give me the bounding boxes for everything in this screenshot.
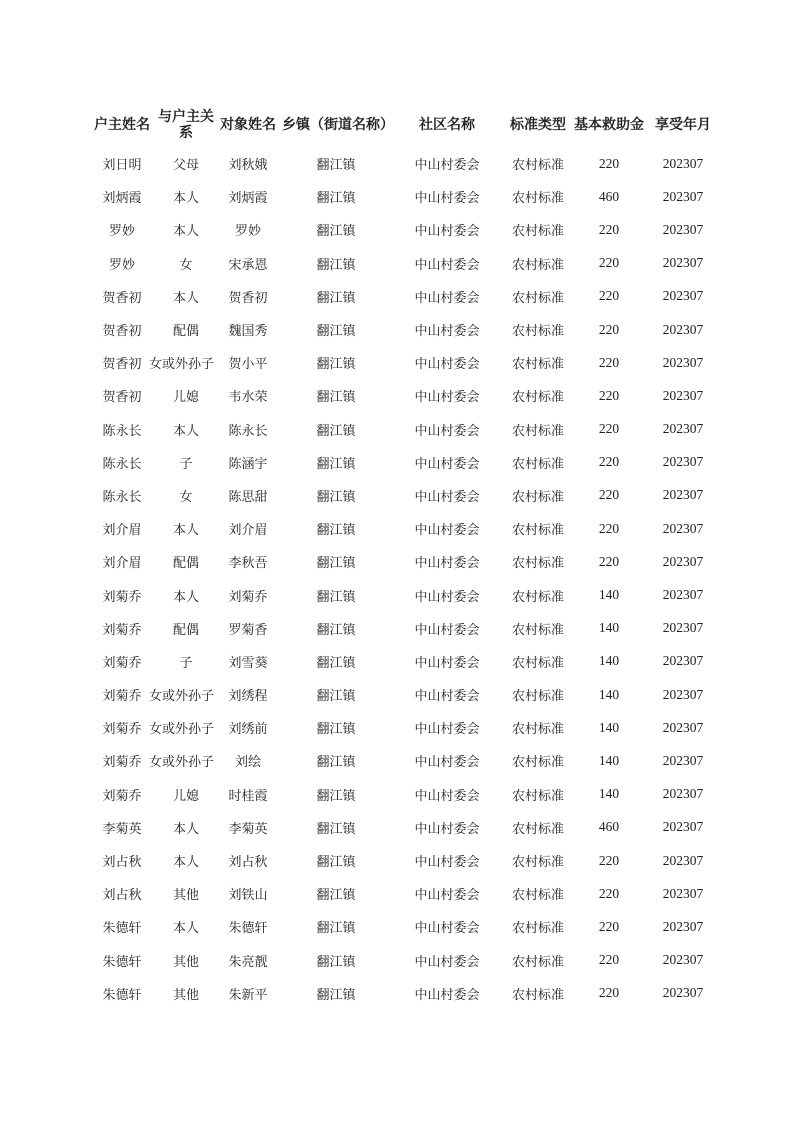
standard-type-cell: 农村标准 xyxy=(511,290,564,306)
table-row xyxy=(86,147,720,180)
assistance-roster xyxy=(86,103,720,1010)
header-householder-name: 户主姓名 xyxy=(94,117,150,133)
community-cell: 中山村委会 xyxy=(414,987,480,1003)
standard-type-cell: 农村标准 xyxy=(511,423,564,439)
table-row xyxy=(86,678,720,711)
recipient-name-cell: 刘铁山 xyxy=(228,888,268,904)
allowance-cell: 220 xyxy=(598,321,620,337)
allowance-cell: 140 xyxy=(598,653,620,669)
period-cell: 202307 xyxy=(662,752,704,768)
recipient-name-cell: 李秋吾 xyxy=(228,556,268,572)
community-cell: 中山村委会 xyxy=(414,191,480,207)
relation-cell: 本人 xyxy=(172,191,199,207)
allowance-cell: 220 xyxy=(598,852,620,868)
allowance-cell: 220 xyxy=(598,985,620,1001)
householder-name-cell: 朱德轩 xyxy=(102,954,142,970)
community-cell: 中山村委会 xyxy=(414,456,480,472)
period-cell: 202307 xyxy=(662,288,704,304)
allowance-cell: 140 xyxy=(598,587,620,603)
township-cell: 翻江镇 xyxy=(316,655,356,671)
allowance-cell: 140 xyxy=(598,686,620,702)
table-row xyxy=(86,778,720,811)
standard-type-cell: 农村标准 xyxy=(511,888,564,904)
allowance-cell: 220 xyxy=(598,454,620,470)
recipient-name-cell: 李菊英 xyxy=(228,821,268,837)
township-cell: 翻江镇 xyxy=(316,224,356,240)
relation-cell: 女或外孙子 xyxy=(148,689,214,705)
relation-cell: 父母 xyxy=(172,158,199,174)
roster-table xyxy=(86,103,720,1010)
relation-cell: 儿媳 xyxy=(172,788,199,804)
table-row xyxy=(86,180,720,213)
header-period: 享受年月 xyxy=(655,117,711,133)
householder-name-cell: 刘炳霞 xyxy=(102,191,142,207)
standard-type-cell: 农村标准 xyxy=(511,921,564,937)
recipient-name-cell: 刘占秋 xyxy=(228,855,268,871)
recipient-name-cell: 魏国秀 xyxy=(228,324,268,340)
table-row xyxy=(86,944,720,977)
standard-type-cell: 农村标准 xyxy=(511,755,564,771)
period-cell: 202307 xyxy=(662,155,704,171)
township-cell: 翻江镇 xyxy=(316,987,356,1003)
allowance-cell: 220 xyxy=(598,553,620,569)
relation-cell: 本人 xyxy=(172,589,199,605)
table-row xyxy=(86,213,720,246)
allowance-cell: 220 xyxy=(598,387,620,403)
standard-type-cell: 农村标准 xyxy=(511,357,564,373)
township-cell: 翻江镇 xyxy=(316,622,356,638)
householder-name-cell: 刘介眉 xyxy=(102,556,142,572)
township-cell: 翻江镇 xyxy=(316,423,356,439)
relation-cell: 其他 xyxy=(172,888,199,904)
table-row xyxy=(86,346,720,379)
householder-name-cell: 朱德轩 xyxy=(102,987,142,1003)
recipient-name-cell: 朱亮靓 xyxy=(228,954,268,970)
township-cell: 翻江镇 xyxy=(316,257,356,273)
householder-name-cell: 罗妙 xyxy=(108,224,135,240)
township-cell: 翻江镇 xyxy=(316,390,356,406)
township-cell: 翻江镇 xyxy=(316,489,356,505)
recipient-name-cell: 刘炳霞 xyxy=(228,191,268,207)
householder-name-cell: 刘介眉 xyxy=(102,523,142,539)
standard-type-cell: 农村标准 xyxy=(511,556,564,572)
relation-cell: 本人 xyxy=(172,423,199,439)
relation-cell: 配偶 xyxy=(172,622,199,638)
roster-body xyxy=(86,147,720,1010)
community-cell: 中山村委会 xyxy=(414,622,480,638)
standard-type-cell: 农村标准 xyxy=(511,622,564,638)
period-cell: 202307 xyxy=(662,653,704,669)
period-cell: 202307 xyxy=(662,686,704,702)
recipient-name-cell: 朱新平 xyxy=(228,987,268,1003)
allowance-cell: 220 xyxy=(598,885,620,901)
period-cell: 202307 xyxy=(662,255,704,271)
standard-type-cell: 农村标准 xyxy=(511,954,564,970)
standard-type-cell: 农村标准 xyxy=(511,987,564,1003)
community-cell: 中山村委会 xyxy=(414,158,480,174)
relation-cell: 女或外孙子 xyxy=(148,755,214,771)
recipient-name-cell: 韦水荣 xyxy=(228,390,268,406)
period-cell: 202307 xyxy=(662,985,704,1001)
period-cell: 202307 xyxy=(662,221,704,237)
relation-cell: 本人 xyxy=(172,821,199,837)
table-row xyxy=(86,379,720,412)
allowance-cell: 220 xyxy=(598,918,620,934)
header-basic-allowance: 基本救助金 xyxy=(574,117,644,133)
standard-type-cell: 农村标准 xyxy=(511,655,564,671)
township-cell: 翻江镇 xyxy=(316,556,356,572)
community-cell: 中山村委会 xyxy=(414,855,480,871)
township-cell: 翻江镇 xyxy=(316,954,356,970)
householder-name-cell: 刘菊乔 xyxy=(102,755,142,771)
community-cell: 中山村委会 xyxy=(414,589,480,605)
table-row xyxy=(86,645,720,678)
community-cell: 中山村委会 xyxy=(414,357,480,373)
period-cell: 202307 xyxy=(662,454,704,470)
allowance-cell: 220 xyxy=(598,354,620,370)
standard-type-cell: 农村标准 xyxy=(511,191,564,207)
allowance-cell: 220 xyxy=(598,288,620,304)
standard-type-cell: 农村标准 xyxy=(511,689,564,705)
period-cell: 202307 xyxy=(662,620,704,636)
householder-name-cell: 陈永长 xyxy=(102,489,142,505)
table-row xyxy=(86,446,720,479)
table-row xyxy=(86,811,720,844)
recipient-name-cell: 刘绣程 xyxy=(228,689,268,705)
township-cell: 翻江镇 xyxy=(316,755,356,771)
recipient-name-cell: 宋承恩 xyxy=(228,257,268,273)
recipient-name-cell: 罗菊香 xyxy=(228,622,268,638)
standard-type-cell: 农村标准 xyxy=(511,224,564,240)
township-cell: 翻江镇 xyxy=(316,921,356,937)
recipient-name-cell: 刘雪葵 xyxy=(228,655,268,671)
township-cell: 翻江镇 xyxy=(316,855,356,871)
standard-type-cell: 农村标准 xyxy=(511,324,564,340)
relation-cell: 女或外孙子 xyxy=(148,357,214,373)
period-cell: 202307 xyxy=(662,487,704,503)
table-row xyxy=(86,877,720,910)
township-cell: 翻江镇 xyxy=(316,324,356,340)
recipient-name-cell: 朱德轩 xyxy=(228,921,268,937)
relation-cell: 其他 xyxy=(172,954,199,970)
table-row xyxy=(86,612,720,645)
recipient-name-cell: 陈涵宇 xyxy=(228,456,268,472)
period-cell: 202307 xyxy=(662,819,704,835)
householder-name-cell: 刘菊乔 xyxy=(102,655,142,671)
recipient-name-cell: 时桂霞 xyxy=(228,788,268,804)
recipient-name-cell: 刘菊乔 xyxy=(228,589,268,605)
table-row xyxy=(86,578,720,611)
householder-name-cell: 李菊英 xyxy=(102,821,142,837)
householder-name-cell: 刘占秋 xyxy=(102,888,142,904)
relation-cell: 本人 xyxy=(172,290,199,306)
recipient-name-cell: 刘介眉 xyxy=(228,523,268,539)
table-row xyxy=(86,313,720,346)
table-row xyxy=(86,479,720,512)
recipient-name-cell: 罗妙 xyxy=(234,224,261,240)
period-cell: 202307 xyxy=(662,520,704,536)
householder-name-cell: 刘日明 xyxy=(102,158,142,174)
allowance-cell: 140 xyxy=(598,786,620,802)
recipient-name-cell: 刘绣前 xyxy=(228,722,268,738)
allowance-cell: 140 xyxy=(598,719,620,735)
community-cell: 中山村委会 xyxy=(414,954,480,970)
community-cell: 中山村委会 xyxy=(414,257,480,273)
period-cell: 202307 xyxy=(662,188,704,204)
recipient-name-cell: 贺香初 xyxy=(228,290,268,306)
relation-cell: 配偶 xyxy=(172,556,199,572)
recipient-name-cell: 刘秋娥 xyxy=(228,158,268,174)
householder-name-cell: 刘菊乔 xyxy=(102,689,142,705)
standard-type-cell: 农村标准 xyxy=(511,523,564,539)
relation-cell: 子 xyxy=(179,456,193,472)
header-community: 社区名称 xyxy=(419,117,475,133)
community-cell: 中山村委会 xyxy=(414,888,480,904)
standard-type-cell: 农村标准 xyxy=(511,722,564,738)
standard-type-cell: 农村标准 xyxy=(511,589,564,605)
standard-type-cell: 农村标准 xyxy=(511,788,564,804)
householder-name-cell: 刘菊乔 xyxy=(102,622,142,638)
relation-cell: 女 xyxy=(179,257,193,273)
householder-name-cell: 刘占秋 xyxy=(102,855,142,871)
householder-name-cell: 贺香初 xyxy=(102,324,142,340)
relation-cell: 儿媳 xyxy=(172,390,199,406)
householder-name-cell: 贺香初 xyxy=(102,290,142,306)
table-row xyxy=(86,977,720,1010)
header-row xyxy=(86,103,720,147)
period-cell: 202307 xyxy=(662,885,704,901)
period-cell: 202307 xyxy=(662,354,704,370)
recipient-name-cell: 刘绘 xyxy=(234,755,261,771)
householder-name-cell: 刘菊乔 xyxy=(102,589,142,605)
householder-name-cell: 朱德轩 xyxy=(102,921,142,937)
householder-name-cell: 贺香初 xyxy=(102,390,142,406)
allowance-cell: 140 xyxy=(598,752,620,768)
recipient-name-cell: 陈思甜 xyxy=(228,489,268,505)
community-cell: 中山村委会 xyxy=(414,755,480,771)
community-cell: 中山村委会 xyxy=(414,655,480,671)
township-cell: 翻江镇 xyxy=(316,523,356,539)
householder-name-cell: 陈永长 xyxy=(102,423,142,439)
table-row xyxy=(86,844,720,877)
relation-cell: 本人 xyxy=(172,855,199,871)
allowance-cell: 220 xyxy=(598,221,620,237)
allowance-cell: 220 xyxy=(598,255,620,271)
householder-name-cell: 贺香初 xyxy=(102,357,142,373)
period-cell: 202307 xyxy=(662,952,704,968)
period-cell: 202307 xyxy=(662,587,704,603)
community-cell: 中山村委会 xyxy=(414,423,480,439)
table-row xyxy=(86,711,720,744)
community-cell: 中山村委会 xyxy=(414,290,480,306)
period-cell: 202307 xyxy=(662,786,704,802)
community-cell: 中山村委会 xyxy=(414,523,480,539)
township-cell: 翻江镇 xyxy=(316,456,356,472)
standard-type-cell: 农村标准 xyxy=(511,456,564,472)
relation-cell: 其他 xyxy=(172,987,199,1003)
allowance-cell: 220 xyxy=(598,487,620,503)
allowance-cell: 220 xyxy=(598,952,620,968)
community-cell: 中山村委会 xyxy=(414,556,480,572)
table-row xyxy=(86,512,720,545)
table-row xyxy=(86,545,720,578)
township-cell: 翻江镇 xyxy=(316,290,356,306)
township-cell: 翻江镇 xyxy=(316,788,356,804)
standard-type-cell: 农村标准 xyxy=(511,390,564,406)
allowance-cell: 460 xyxy=(598,188,620,204)
community-cell: 中山村委会 xyxy=(414,722,480,738)
relation-cell: 本人 xyxy=(172,921,199,937)
standard-type-cell: 农村标准 xyxy=(511,257,564,273)
allowance-cell: 220 xyxy=(598,155,620,171)
community-cell: 中山村委会 xyxy=(414,921,480,937)
householder-name-cell: 陈永长 xyxy=(102,456,142,472)
community-cell: 中山村委会 xyxy=(414,324,480,340)
township-cell: 翻江镇 xyxy=(316,158,356,174)
recipient-name-cell: 陈永长 xyxy=(228,423,268,439)
township-cell: 翻江镇 xyxy=(316,689,356,705)
township-cell: 翻江镇 xyxy=(316,888,356,904)
period-cell: 202307 xyxy=(662,387,704,403)
relation-cell: 本人 xyxy=(172,523,199,539)
community-cell: 中山村委会 xyxy=(414,390,480,406)
community-cell: 中山村委会 xyxy=(414,489,480,505)
relation-cell: 本人 xyxy=(172,224,199,240)
header-recipient-name: 对象姓名 xyxy=(220,117,276,133)
relation-cell: 女 xyxy=(179,489,193,505)
township-cell: 翻江镇 xyxy=(316,821,356,837)
header-township: 乡镇（街道名称） xyxy=(282,117,394,133)
township-cell: 翻江镇 xyxy=(316,589,356,605)
community-cell: 中山村委会 xyxy=(414,821,480,837)
community-cell: 中山村委会 xyxy=(414,224,480,240)
table-row xyxy=(86,910,720,943)
period-cell: 202307 xyxy=(662,321,704,337)
header-relation: 与户主关系 xyxy=(158,109,214,141)
allowance-cell: 140 xyxy=(598,620,620,636)
standard-type-cell: 农村标准 xyxy=(511,489,564,505)
header-standard-type: 标准类型 xyxy=(510,117,566,133)
allowance-cell: 220 xyxy=(598,421,620,437)
table-row xyxy=(86,247,720,280)
period-cell: 202307 xyxy=(662,852,704,868)
recipient-name-cell: 贺小平 xyxy=(228,357,268,373)
period-cell: 202307 xyxy=(662,719,704,735)
householder-name-cell: 刘菊乔 xyxy=(102,788,142,804)
period-cell: 202307 xyxy=(662,421,704,437)
table-row xyxy=(86,744,720,777)
relation-cell: 配偶 xyxy=(172,324,199,340)
table-row xyxy=(86,413,720,446)
community-cell: 中山村委会 xyxy=(414,689,480,705)
householder-name-cell: 罗妙 xyxy=(108,257,135,273)
community-cell: 中山村委会 xyxy=(414,788,480,804)
township-cell: 翻江镇 xyxy=(316,357,356,373)
township-cell: 翻江镇 xyxy=(316,191,356,207)
allowance-cell: 460 xyxy=(598,819,620,835)
relation-cell: 子 xyxy=(179,655,193,671)
relation-cell: 女或外孙子 xyxy=(148,722,214,738)
table-row xyxy=(86,280,720,313)
householder-name-cell: 刘菊乔 xyxy=(102,722,142,738)
period-cell: 202307 xyxy=(662,553,704,569)
standard-type-cell: 农村标准 xyxy=(511,158,564,174)
township-cell: 翻江镇 xyxy=(316,722,356,738)
standard-type-cell: 农村标准 xyxy=(511,821,564,837)
period-cell: 202307 xyxy=(662,918,704,934)
standard-type-cell: 农村标准 xyxy=(511,855,564,871)
allowance-cell: 220 xyxy=(598,520,620,536)
